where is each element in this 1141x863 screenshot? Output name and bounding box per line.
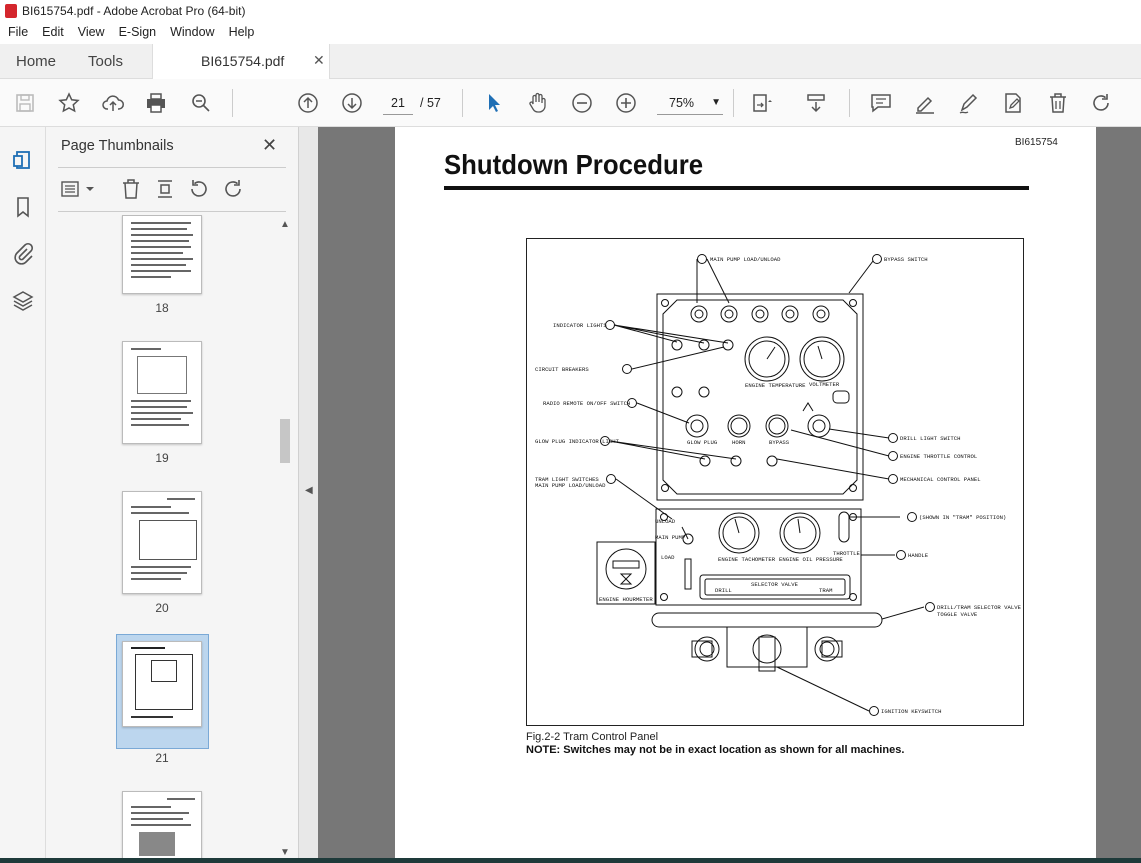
- callout-6: ENGINE THROTTLE CONTROL: [900, 453, 978, 460]
- thumbnail-page-18[interactable]: [122, 215, 202, 294]
- menu-window[interactable]: Window: [170, 25, 215, 39]
- print-icon[interactable]: [144, 91, 168, 115]
- thumbnail-label: 19: [155, 451, 169, 465]
- document-view[interactable]: [318, 127, 1141, 863]
- bookmarks-icon[interactable]: [10, 194, 36, 220]
- callout-2: DRILL/TRAM SELECTOR VALVE: [937, 604, 1021, 611]
- rotate-right-icon[interactable]: [221, 177, 245, 201]
- thumbnail-list: [46, 215, 286, 861]
- thumbnail-label: 18: [155, 301, 169, 315]
- menu-view[interactable]: View: [77, 25, 105, 39]
- label-selector-valve: SELECTOR VALVE: [751, 581, 798, 588]
- label-horn: HORN: [732, 439, 746, 446]
- upload-cloud-icon[interactable]: [101, 91, 125, 115]
- callout-8: BYPASS SWITCH: [884, 256, 928, 263]
- thumbnail-page-21[interactable]: [122, 641, 202, 727]
- highlight-pen-icon[interactable]: [913, 91, 937, 115]
- tab-bar: [0, 44, 1141, 79]
- scroll-down-icon[interactable]: ▼: [280, 847, 290, 858]
- divider: [58, 211, 286, 212]
- zoom-out-icon[interactable]: [570, 91, 594, 115]
- main-toolbar: [0, 79, 1141, 127]
- left-navigation-rail: [0, 127, 46, 863]
- zoom-in-icon[interactable]: [614, 91, 638, 115]
- divider: [58, 167, 286, 168]
- callout-5: MECHANICAL CONTROL PANEL: [900, 476, 981, 483]
- acrobat-icon: [5, 4, 17, 18]
- layers-icon[interactable]: [10, 288, 36, 314]
- thumbnail-label: 20: [155, 601, 169, 615]
- callout-9: MAIN PUMP LOAD/UNLOAD: [710, 256, 781, 263]
- menu-help[interactable]: Help: [228, 25, 255, 39]
- document-tab-label: BI615754.pdf: [201, 53, 285, 69]
- callout-11: CIRCUIT BREAKERS: [535, 366, 589, 373]
- delete-icon[interactable]: [1046, 91, 1070, 115]
- callout-3: HANDLE: [908, 552, 929, 559]
- panel-collapse-handle[interactable]: [298, 127, 318, 863]
- page-fit-icon[interactable]: [750, 91, 774, 115]
- save-icon[interactable]: [13, 91, 37, 115]
- menu-bar: [0, 22, 1141, 44]
- document-id: BI615754: [1015, 137, 1058, 148]
- label-main-pump: MAIN PUMP: [655, 534, 686, 541]
- label-throttle: THROTTLE: [833, 550, 860, 557]
- callout-12: RADIO REMOTE ON/OFF SWITCH: [543, 400, 631, 407]
- extract-page-icon[interactable]: [153, 177, 177, 201]
- thumbnail-page-19[interactable]: [122, 341, 202, 444]
- tab-home[interactable]: Home: [16, 53, 57, 70]
- scroll-up-icon[interactable]: ▲: [280, 219, 290, 230]
- label-engine-temperature: ENGINE TEMPERATURE: [745, 382, 806, 389]
- label-glow-plug: GLOW PLUG: [687, 439, 718, 446]
- thumbnail-warning-box: [139, 520, 197, 560]
- previous-page-icon[interactable]: [296, 91, 320, 115]
- tab-tools[interactable]: Tools: [88, 53, 124, 70]
- label-bypass: BYPASS: [769, 439, 790, 446]
- taskbar-edge: [0, 858, 1141, 863]
- label-tachometer: ENGINE TACHOMETER: [718, 556, 776, 563]
- toolbar-separator: [232, 89, 233, 117]
- menu-file[interactable]: File: [8, 25, 29, 39]
- tram-control-panel-figure: [526, 238, 1024, 726]
- callout-1: IGNITION KEYSWITCH: [881, 708, 942, 715]
- zoom-value: 75%: [669, 96, 695, 110]
- callout-2-line2: TOGGLE VALVE: [937, 611, 978, 618]
- page-heading: Shutdown Procedure: [444, 149, 704, 180]
- thumbnail-page-20[interactable]: [122, 491, 202, 594]
- scroll-mode-icon[interactable]: [804, 91, 828, 115]
- thumbnail-label: 21: [155, 751, 169, 765]
- hand-tool-icon[interactable]: [526, 91, 550, 115]
- page-thumbnails-icon[interactable]: [10, 147, 36, 173]
- label-unload: UNLOAD: [655, 518, 676, 525]
- page-number-input[interactable]: 21: [383, 91, 413, 115]
- close-panel-icon[interactable]: ✕: [262, 135, 278, 155]
- menu-esign[interactable]: E-Sign: [118, 25, 157, 39]
- toolbar-separator: [462, 89, 463, 117]
- callout-14-line2: MAIN PUMP LOAD/UNLOAD: [535, 482, 606, 489]
- thumbnail-figure: [137, 356, 187, 394]
- label-voltmeter: VOLTMETER: [809, 381, 840, 388]
- callout-7: DRILL LIGHT SWITCH: [900, 435, 961, 442]
- figure-caption: Fig.2-2 Tram Control Panel: [526, 731, 659, 743]
- callout-14: TRAM LIGHT SWITCHES: [535, 476, 599, 483]
- chevron-down-icon: ▼: [711, 97, 721, 108]
- heading-rule: [444, 186, 1029, 190]
- label-hourmeter: ENGINE HOURMETER: [599, 596, 653, 603]
- rotate-icon[interactable]: [1089, 91, 1113, 115]
- callout-4: (SHOWN IN "TRAM" POSITION): [919, 514, 1007, 521]
- page-thumbnails-panel: [46, 127, 298, 863]
- label-tram: TRAM: [819, 587, 833, 594]
- menu-edit[interactable]: Edit: [42, 25, 64, 39]
- zoom-level-select[interactable]: [657, 91, 723, 115]
- bookmark-star-icon[interactable]: [57, 91, 81, 115]
- thumbnail-options-icon[interactable]: [60, 177, 96, 201]
- label-drill: DRILL: [715, 587, 732, 594]
- panel-title: Page Thumbnails: [61, 138, 174, 154]
- toolbar-separator: [733, 89, 734, 117]
- thumbnail-photo: [139, 832, 175, 856]
- comment-icon[interactable]: [869, 91, 893, 115]
- thumbnail-figure: [151, 660, 177, 682]
- label-load: LOAD: [661, 554, 675, 561]
- pdf-page: [395, 127, 1096, 863]
- callout-10: INDICATOR LIGHTS: [553, 322, 607, 329]
- rotate-left-icon[interactable]: [187, 177, 211, 201]
- label-oil-pressure: ENGINE OIL PRESSURE: [779, 556, 843, 563]
- callout-13: GLOW PLUG INDICATOR LIGHT: [535, 438, 619, 445]
- close-tab-icon[interactable]: ✕: [313, 52, 325, 68]
- figure-note: NOTE: Switches may not be in exact location as shown for all machines.: [526, 744, 905, 756]
- chevron-left-icon: ◀: [305, 485, 313, 496]
- tab-document[interactable]: [152, 44, 330, 79]
- tram-control-panel-diagram: [527, 239, 1025, 727]
- delete-page-icon[interactable]: [119, 177, 143, 201]
- select-cursor-icon[interactable]: [482, 91, 506, 115]
- edit-pdf-icon[interactable]: [1001, 91, 1025, 115]
- attachments-icon[interactable]: [10, 240, 36, 266]
- thumbnail-page-22[interactable]: [122, 791, 202, 861]
- window-title: BI615754.pdf - Adobe Acrobat Pro (64-bit): [22, 4, 246, 18]
- toolbar-separator: [849, 89, 850, 117]
- page-total: / 57: [420, 96, 441, 110]
- zoom-search-icon[interactable]: [189, 91, 213, 115]
- thumbnail-scrollbar[interactable]: [278, 219, 292, 859]
- window-title-bar: [0, 0, 1141, 22]
- scrollbar-thumb[interactable]: [280, 419, 290, 463]
- sign-pen-icon[interactable]: [957, 91, 981, 115]
- next-page-icon[interactable]: [340, 91, 364, 115]
